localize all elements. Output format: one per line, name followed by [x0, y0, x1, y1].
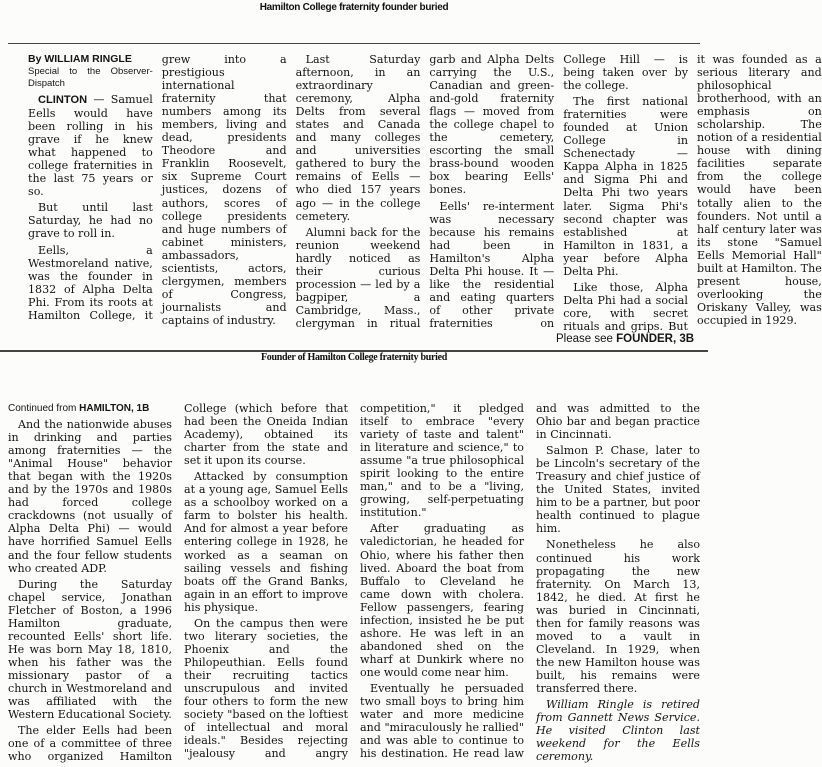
jump-target: FOUNDER, 3B — [616, 333, 695, 345]
bottom-headline: Founder of Hamilton College fraternity buried — [260, 352, 448, 363]
top-headline: Hamilton College fraternity founder buried — [259, 2, 449, 13]
article-paragraph: The first national fraternities were founded at Union College in Schenectady — Kappa Alpha in 1825 and Sigma Phi and Delta Phi two years later. Sigma Phi's second chapter was established at Hamilton in 1831, a year before Alpha Delta Phi. — [563, 95, 688, 278]
article-paragraph: During the Saturday chapel service, Jonathan Fletcher of Boston, a 1996 Hamilton graduate, recounted Eells' short life. He was born May 18, 1810, when his father was the missionary pastor of a church in Westmoreland and was affiliated with the Western Educational Society. — [8, 577, 172, 722]
article-paragraph: Salmon P. Chase, later to be Lincoln's secretary of the Treasury and chief justice of the United States, invited him to be a partner, but poor health continued to plague him. — [536, 444, 700, 536]
article-paragraph: Eells' re-interment was necessary because his remains had been in Hamilton's Alpha Delta Phi house. It — like the residential and eating quarters of other private fraternities on College Hill — is being taken over by the college. — [429, 53, 688, 330]
top-article-body — [28, 53, 822, 333]
article-paragraph: After graduating as valedictorian, he headed for Ohio, where his father then lived. Aboard the boat from Buffalo to Cleveland he came down with cholera. Fellow passengers, fearing infection, insisted he be put ashore. He was left in an abandoned shed on the wharf at Dunkirk where no one would come near him. — [360, 522, 524, 679]
article-paragraph: Like those, Alpha Delta Phi had a social core, with secret rituals and grips. But it was founded as a serious literary and philosophical brotherhood, with an emphasis on scholarship. The notion of a residential house with dining facilities separate from the college would have been totally alien to the founders. Not until a half century later was its stone "Samuel Eells Memorial Hall" built at Hamilton. The present house, overlooking the Oriskany Valley, was occupied in 1929. — [563, 53, 822, 333]
article-paragraph: Nonetheless he also continued his work propagating the new fraternity. On March 13, 1842, he died. At first he was buried in Cincinnati, then for family reasons was moved to a vault in Cleveland. In 1929, when the new Hamilton house was built, his remains were transferred there. — [536, 538, 700, 695]
article-paragraph: And the nationwide abuses in drinking and parties among fraternities — the "Animal House" behavior that began with the 1920s and by the 1970s and 1980s had forced college crackdowns (not usually of Alpha Delta Phi) — would have horrified Samuel Eells and the four fellow students who created ADP. — [8, 418, 172, 575]
author-tagline: William Ringle is retired from Gannett News Service. He visited Clinton last weekend for the Eells ceremony. — [536, 698, 700, 764]
article-paragraph: The elder Eells had been one of a committee of three who organized Hamilton College (which before that had been the Oneida Indian Academy), obtained its charter from the state and set it upon its course. — [8, 402, 348, 764]
article-paragraph: But until last Saturday, he had no grave to roll in. — [28, 201, 153, 241]
article-paragraph: CLINTON — Samuel Eells would have been rolling in his grave if he knew what happened to college fraternities in the last 75 years or so. — [28, 93, 153, 199]
article-paragraph: Eells, a Westmoreland native, was the founder in 1832 of Alpha Delta Phi. From its roots at Hamilton College, it grew into a prestigious international fraternity that numbers among its members, living and dead, presidents Theodore and Franklin Roosevelt, six Supreme Court justices, dozens of authors, scores of college presidents and huge numbers of cabinet ministers, ambassadors, scientists, actors, clergymen, members of Congress, journalists and captains of industry. — [28, 53, 287, 327]
article-paragraph: On the campus then were two literary societies, the Phoenix and the Philopeuthian. Eells found their recruiting tactics unscrupulous and invited four others to form the new society "based on the loftiest of intellectual and moral ideals." Besides rejecting "jealousy and angry competition," it pledged itself to embrace "every variety of taste and talent" in literature and science," to assume "a true philosophical spirit looking to the entire man," and to be a "living, growing, self-perpetuating institution." — [184, 402, 524, 761]
article-paragraph: Last Saturday afternoon, in an extraordinary ceremony, Alpha Delts from several states and Canada and many colleges and universities gathered to bury the remains of Eells — who died 157 years ago — in the college cemetery. — [295, 53, 421, 223]
dateline: CLINTON — [38, 94, 88, 106]
article-paragraph: Attacked by consumption at a young age, Samuel Eells as a schoolboy worked on a farm to bolster his health. And for almost a year before entering college in 1928, he worked as a seaman on sailing vessels and fishing boats off the Grand Banks, again in an effort to improve his physique. — [184, 470, 348, 614]
byline-affiliation: Special to the Observer-Dispatch — [28, 66, 153, 89]
article-paragraph: Eventually he persuaded two small boys to bring him water and more medicine and "miraculously he rallied" and was able to continue to his destination. He read law and was admitted to the Ohio bar and began practice in Cincinnati. — [360, 402, 700, 761]
article-paragraph: Alumni back for the reunion weekend hardly noticed as their curious procession — led by a bagpiper, a Cambridge, Mass., clergyman in ritual garb and Alpha Delts carrying the U.S., Canadian and green-and-gold fraternity flags — moved from the college chapel to the cemetery, escorting the small brass-bound wooden box bearing Eells' bones. — [295, 53, 555, 330]
top-headline-rule — [8, 43, 700, 44]
byline: By WILLIAM RINGLE — [28, 53, 132, 65]
bottom-article-body — [8, 402, 700, 764]
jump-line: Please see FOUNDER, 3B — [556, 333, 695, 345]
continued-from: Continued from HAMILTON, 1B — [8, 403, 150, 414]
